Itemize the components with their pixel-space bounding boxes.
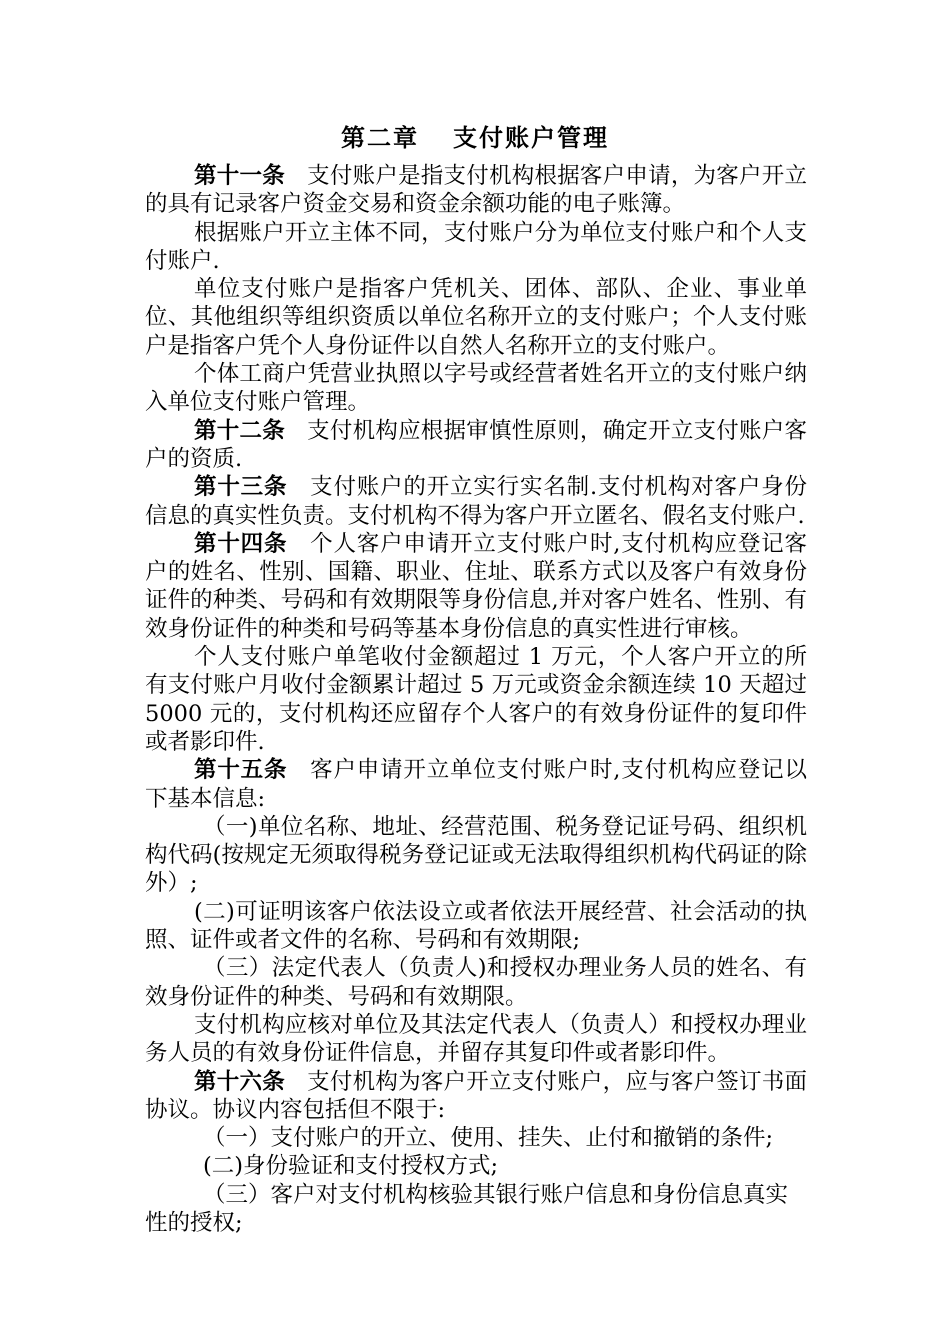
document-body	[145, 162, 807, 1237]
article-text: 支付机构应根据审慎性原则，确定开立支付账户客户的资质.	[145, 417, 807, 472]
chapter-number: 第二章	[341, 123, 419, 152]
list-item: （三）客户对支付机构核验其银行账户信息和身份信息真实	[203, 1181, 789, 1208]
paragraph: 支付机构应核对单位及其法定代表人（负责人）和授权办理业务人员的有效身份证件信息，并留存其复印件或者影印件。	[145, 1011, 807, 1067]
article-text: 客户申请开立单位支付账户时,支付机构应登记以下基本信息:	[145, 757, 807, 812]
article-14	[145, 530, 807, 643]
paragraph: 单位支付账户是指客户凭机关、团体、部队、企业、事业单位、其他组织等组织资质以单位名称开立的支付账户；个人支付账户是指客户凭个人身份证件以自然人名称开立的支付账户。	[145, 276, 807, 359]
article-heading: 第十一条	[194, 163, 285, 189]
article-heading: 第十二条	[194, 417, 285, 444]
article-heading: 第十三条	[194, 474, 288, 501]
paragraph-continuation: 性的授权;	[145, 1209, 243, 1236]
list-item: （一）支付账户的开立、使用、挂失、止付和撤销的条件;	[203, 1125, 774, 1152]
list-item: (二)身份验证和支付授权方式;	[203, 1153, 499, 1180]
article-text: 个人客户申请开立支付账户时,支付机构应登记客户的姓名、性别、国籍、职业、住址、联系方式以及客户有效身份证件的种类、号码和有效期限等身份信息,并对客户姓名、性别、有效身份证件的种类和号码等基本身份信息的真实性进行审核。	[145, 530, 807, 642]
article-heading: 第十四条	[194, 530, 288, 557]
article-text: 支付账户的开立实行实名制.支付机构对客户身份信息的真实性负责。支付机构不得为客户开立匿名、假名支付账户.	[145, 474, 807, 529]
chapter-name: 支付账户管理	[453, 123, 609, 152]
list-item: (二)可证明该客户依法设立或者依法开展经营、社会活动的执照、证件或者文件的名称、号码和有效期限;	[145, 898, 807, 954]
paragraph: 个人支付账户单笔收付金额超过 1 万元，个人客户开立的所有支付账户月收付金额累计超过 5 万元或资金余额连续 10 天超过 5000 元的，支付机构还应留存个人客户的有效身份证件的复印件或者影印件.	[145, 644, 807, 755]
article-11	[145, 162, 807, 219]
article-12	[145, 417, 807, 474]
article-15	[145, 756, 807, 813]
paragraph: 根据账户开立主体不同，支付账户分为单位支付账户和个人支付账户.	[145, 219, 807, 274]
article-text: 支付账户是指支付机构根据客户申请，为客户开立的具有记录客户资金交易和资金余额功能的电子账簿。	[145, 163, 807, 218]
paragraph: 个体工商户凭营业执照以字号或经营者姓名开立的支付账户纳入单位支付账户管理。	[145, 361, 807, 416]
article-heading: 第十六条	[194, 1068, 285, 1095]
article-13	[145, 473, 807, 530]
article-heading: 第十五条	[194, 757, 288, 784]
list-item: （三）法定代表人（负责人)和授权办理业务人员的姓名、有效身份证件的种类、号码和有效期限。	[145, 955, 807, 1010]
article-text: 支付机构为客户开立支付账户，应与客户签订书面协议。协议内容包括但不限于:	[145, 1068, 807, 1123]
article-16	[145, 1068, 807, 1125]
chapter-title	[0, 124, 950, 152]
list-item: （一)单位名称、地址、经营范围、税务登记证号码、组织机构代码(按规定无须取得税务登记证或无法取得组织机构代码证的除外）;	[145, 813, 807, 897]
